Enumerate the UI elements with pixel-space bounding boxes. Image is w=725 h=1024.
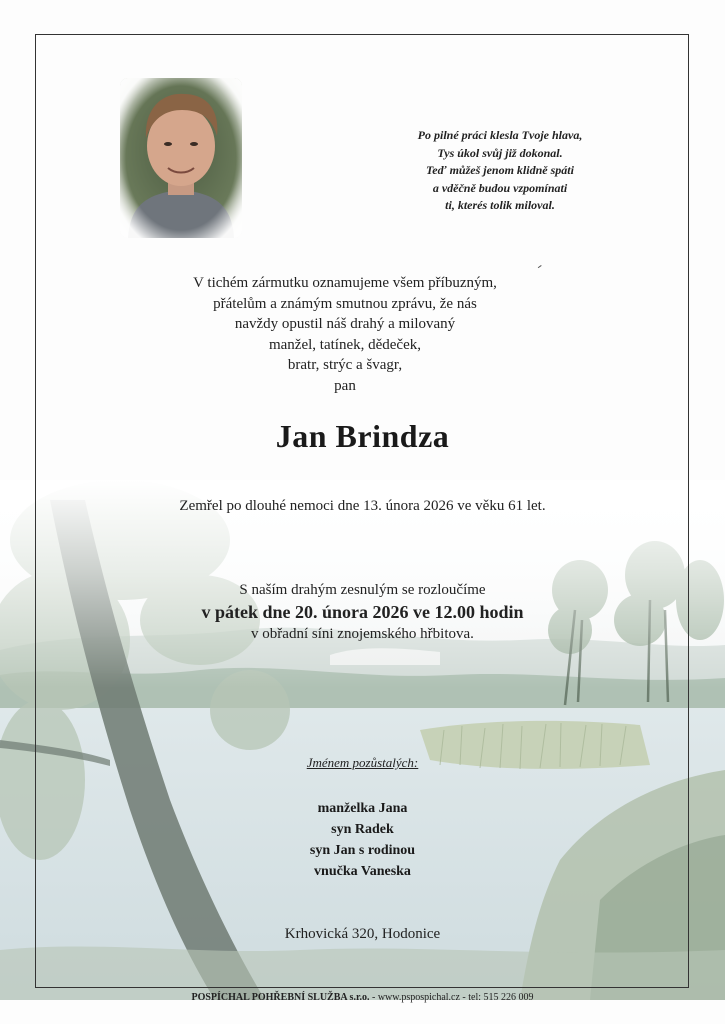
funeral-service-name: POSPÍCHAL POHŘEBNÍ SLUŽBA s.r.o.	[191, 992, 370, 1003]
farewell-date-time: v pátek dne 20. února 2026 ve 12.00 hodin	[201, 602, 524, 622]
portrait-photo	[120, 78, 242, 238]
mourner-item: vnučka Vaneska	[314, 864, 411, 879]
poem	[360, 127, 640, 215]
deceased-name: Jan Brindza	[275, 418, 450, 454]
mourners-list	[0, 798, 725, 882]
poem-line: ti, kterés tolik miloval.	[445, 198, 555, 212]
funeral-service-footer	[0, 992, 725, 1003]
funeral-service-contact: - www.pspospichal.cz - tel: 515 226 009	[369, 992, 534, 1003]
announcement-line: manžel, tatínek, dědeček,	[268, 336, 421, 353]
poem-line: Teď můžeš jenom klidně spáti	[426, 163, 574, 177]
family-address: Krhovická 320, Hodonice	[284, 926, 441, 942]
farewell-details	[0, 580, 725, 644]
poem-line: Tys úkol svůj již dokonal.	[437, 145, 563, 160]
announcement-line: navždy opustil náš drahý a milovaný	[234, 316, 456, 332]
poem-line: Po pilné práci klesla Tvoje hlava,	[417, 128, 583, 142]
mourner-item: manželka Jana	[317, 801, 408, 816]
announcement-line: pan	[334, 377, 356, 394]
announcement-line: bratr, strýc a švagr,	[287, 357, 403, 373]
mourner-item: syn Radek	[331, 822, 394, 837]
death-notice: Zemřel po dlouhé nemoci dne 13. února 2026 ve věku 61 let.	[179, 498, 546, 514]
announcement-text	[130, 273, 560, 396]
farewell-location: v obřadní síni znojemského hřbitova.	[251, 626, 474, 642]
poem-line: a vděčně budou vzpomínati	[432, 180, 568, 195]
announcement-line: V tichém zármutku oznamujeme všem příbuzným,	[193, 275, 497, 291]
mourners-heading: Jménem pozůstalých:	[306, 755, 419, 770]
announcement-line: přátelům a známým smutnou zprávu, že nás	[213, 295, 477, 312]
farewell-intro: S naším drahým zesnulým se rozloučíme	[239, 582, 486, 598]
mourner-item: syn Jan s rodinou	[309, 843, 416, 858]
